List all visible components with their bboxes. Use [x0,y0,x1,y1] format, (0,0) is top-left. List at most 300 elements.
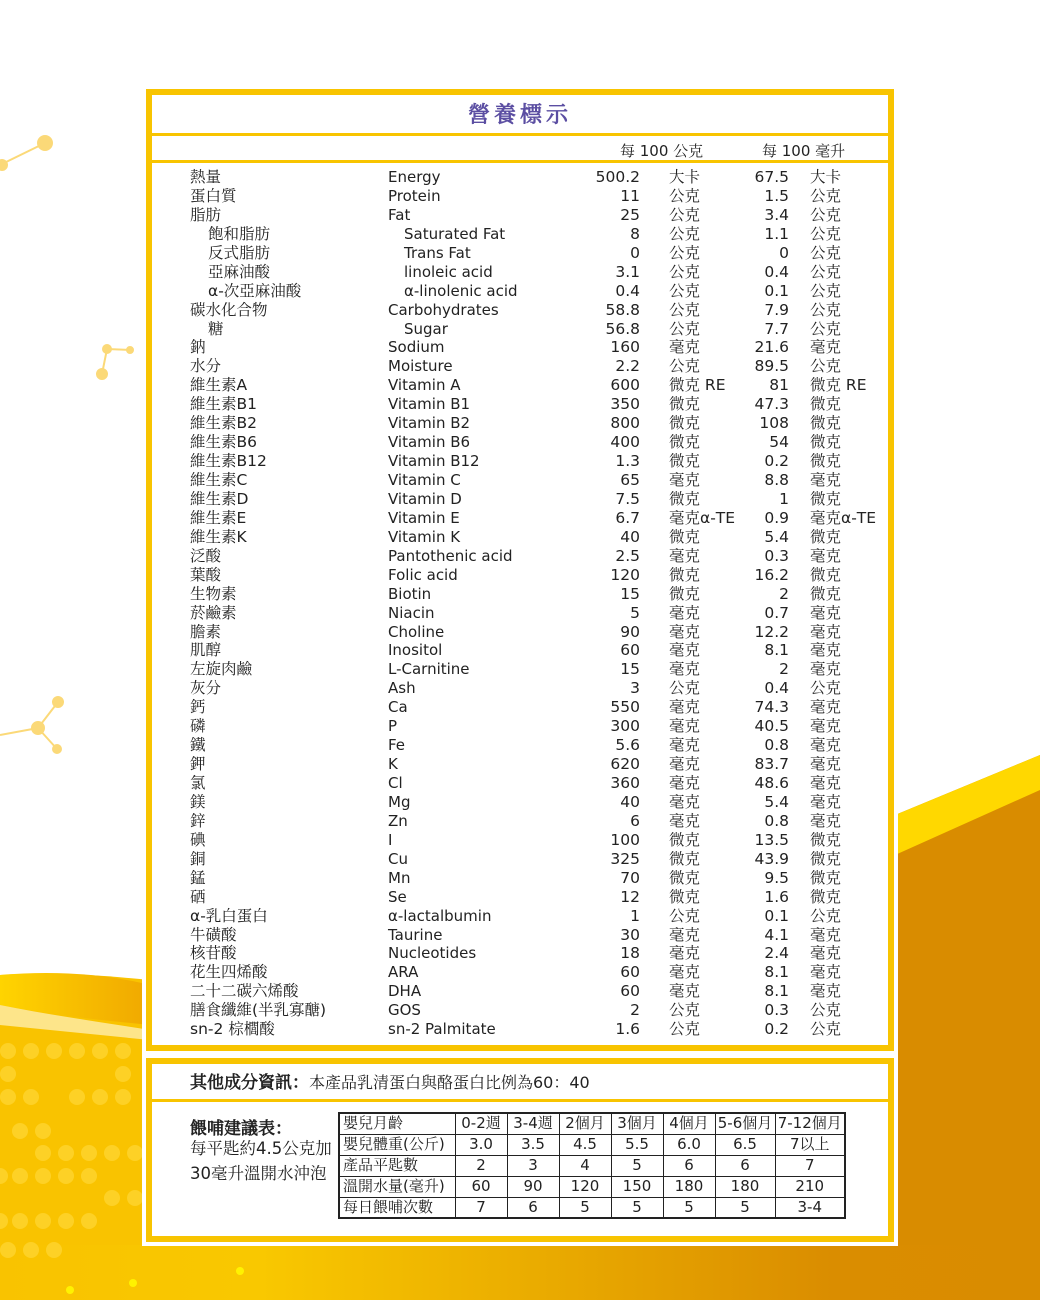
feeding-cell: 3-4 [775,1197,845,1218]
unit-per-100g: 毫克 [669,755,701,774]
value-per-100ml: 0.7 [764,603,789,622]
value-per-100ml: 0.2 [764,452,789,471]
value-per-100ml: 2 [779,584,789,603]
unit-per-100ml: 公克 [810,357,842,376]
nutrient-name-en: Saturated Fat [404,224,506,243]
value-per-100ml: 0.8 [764,736,789,755]
unit-per-100g: 公克 [669,679,701,698]
value-per-100g: 5.6 [615,736,640,755]
value-per-100ml: 8.1 [764,963,789,982]
unit-per-100ml: 公克 [810,1020,842,1039]
nutrient-name-zh: 碘 [190,830,206,849]
value-per-100g: 0 [630,243,640,262]
value-per-100g: 12 [620,887,640,906]
nutrient-name-zh: 泛酸 [190,546,222,565]
value-per-100ml: 0.2 [764,1020,789,1039]
nutrient-name-en: I [388,830,393,849]
nutrient-name-zh: 維生素B12 [190,452,267,471]
unit-per-100ml: 微克 [810,868,842,887]
column-header-per-100ml: 每 100 毫升 [762,142,846,160]
unit-per-100ml: 公克 [810,262,842,281]
nutrient-name-en: Vitamin B1 [388,395,471,414]
nutrient-row [152,301,888,320]
feeding-cell: 6.5 [715,1134,775,1155]
value-per-100g: 11 [620,186,640,205]
panel-title: 營養標示 [152,95,888,136]
value-per-100ml: 2 [779,660,789,679]
value-per-100g: 60 [620,963,640,982]
feeding-cell: 3個月 [611,1113,663,1134]
unit-per-100g: 微克 [669,849,701,868]
nutrient-row [152,641,888,660]
unit-per-100ml: 毫克 [810,622,842,641]
feeding-table-row [339,1176,845,1197]
feeding-row-header: 嬰兒體重(公斤) [339,1134,455,1155]
nutrient-row [152,547,888,566]
nutrient-row [152,1020,888,1039]
unit-per-100ml: 公克 [810,319,842,338]
nutrient-row [152,168,888,187]
nutrient-name-en: Cu [388,849,408,868]
value-per-100ml: 1 [779,489,789,508]
feeding-table [338,1112,846,1219]
unit-per-100g: 微克 [669,887,701,906]
nutrient-name-en: Sodium [388,338,445,357]
unit-per-100ml: 毫克 [810,546,842,565]
nutrient-row [152,869,888,888]
unit-per-100ml: 公克 [810,186,842,205]
nutrient-name-zh: 維生素B2 [190,414,257,433]
value-per-100ml: 5.4 [764,527,789,546]
unit-per-100ml: 公克 [810,205,842,224]
feeding-table-row [339,1134,845,1155]
value-per-100ml: 9.5 [764,868,789,887]
value-per-100ml: 2.4 [764,944,789,963]
feeding-row-header: 嬰兒月齡 [339,1113,455,1134]
nutrient-name-zh: 牛磺酸 [190,925,237,944]
unit-per-100ml: 毫克 [810,471,842,489]
value-per-100ml: 0.3 [764,1001,789,1020]
value-per-100g: 40 [620,527,640,546]
nutrient-row [152,717,888,736]
unit-per-100ml: 公克 [810,300,842,319]
nutrient-name-en: P [388,717,398,736]
feeding-cell: 4.5 [559,1134,611,1155]
value-per-100ml: 83.7 [754,755,789,774]
value-per-100g: 2 [630,1001,640,1020]
nutrient-name-en: Taurine [388,925,443,944]
unit-per-100ml: 微克 RE [810,376,867,395]
nutrient-row [152,338,888,357]
value-per-100g: 100 [610,830,640,849]
unit-per-100ml: 毫克 [810,982,842,1001]
nutrient-name-en: Sugar [404,319,448,338]
nutrient-name-zh: 葉酸 [190,565,222,584]
feeding-cell: 5-6個月 [715,1113,775,1134]
nutrient-row [152,566,888,585]
unit-per-100g: 公克 [669,262,701,281]
unit-per-100ml: 公克 [810,224,842,243]
value-per-100ml: 8.1 [764,982,789,1001]
unit-per-100ml: 公克 [810,906,842,925]
unit-per-100ml: 毫克 [810,338,842,357]
value-per-100ml: 7.9 [764,300,789,319]
feeding-cell: 5 [611,1155,663,1176]
nutrient-name-en: α-linolenic acid [404,281,518,300]
feeding-section [152,1102,888,1237]
value-per-100g: 1 [630,906,640,925]
nutrient-row [152,793,888,812]
nutrient-row [152,490,888,509]
feeding-table-row [339,1155,845,1176]
nutrient-name-en: Fat [388,205,411,224]
value-per-100g: 70 [620,868,640,887]
nutrient-row [152,585,888,604]
feeding-cell: 2個月 [559,1113,611,1134]
nutrient-name-en: Mg [388,792,411,811]
value-per-100ml: 48.6 [754,774,789,792]
nutrient-row [152,623,888,642]
value-per-100g: 30 [620,925,640,944]
value-per-100g: 550 [610,698,640,717]
feeding-table-row [339,1113,845,1134]
nutrient-name-en: Carbohydrates [388,300,499,319]
nutrient-name-en: Trans Fat [404,243,471,262]
unit-per-100g: 毫克 [669,925,701,944]
nutrient-row [152,812,888,831]
value-per-100g: 1.3 [615,452,640,471]
unit-per-100g: 毫克 [669,774,701,792]
value-per-100g: 60 [620,982,640,1001]
value-per-100g: 1.6 [615,1020,640,1039]
value-per-100ml: 4.1 [764,925,789,944]
unit-per-100ml: 毫克 [810,925,842,944]
nutrient-name-zh: 二十二碳六烯酸 [190,982,299,1001]
unit-per-100ml: 公克 [810,679,842,698]
unit-per-100g: 微克 [669,830,701,849]
unit-per-100g: 公克 [669,186,701,205]
value-per-100ml: 108 [759,414,789,433]
nutrient-row [152,357,888,376]
value-per-100ml: 40.5 [754,717,789,736]
unit-per-100ml: 微克 [810,830,842,849]
value-per-100g: 6 [630,811,640,830]
nutrient-name-zh: 維生素B1 [190,395,257,414]
value-per-100g: 3 [630,679,640,698]
nutrient-name-zh: 熱量 [190,168,222,186]
feeding-row-header: 每日餵哺次數 [339,1197,455,1218]
feeding-cell: 150 [611,1176,663,1197]
column-header-per-100g: 每 100 公克 [620,142,704,160]
value-per-100g: 120 [610,565,640,584]
nutrient-name-zh: 鋅 [190,811,206,830]
nutrient-name-zh: 膽素 [190,622,222,641]
value-per-100g: 8 [630,224,640,243]
value-per-100ml: 74.3 [754,698,789,717]
nutrient-name-zh: 反式脂肪 [208,243,271,262]
nutrient-name-zh: 核苷酸 [190,944,237,963]
unit-per-100ml: 毫克 [810,603,842,622]
nutrient-name-en: Se [388,887,407,906]
unit-per-100g: 微克 [669,414,701,433]
nutrient-name-en: Niacin [388,603,435,622]
unit-per-100g: 微克 [669,395,701,414]
feeding-info-panel [146,1058,894,1242]
nutrient-name-zh: α-乳白蛋白 [190,906,268,925]
value-per-100ml: 8.1 [764,641,789,660]
feeding-cell: 7 [455,1197,507,1218]
unit-per-100g: 毫克 [669,717,701,736]
unit-per-100g: 毫克 [669,546,701,565]
unit-per-100g: 公克 [669,319,701,338]
unit-per-100g: 公克 [669,1001,701,1020]
value-per-100ml: 54 [769,433,789,452]
nutrient-row [152,187,888,206]
column-header-row [152,136,888,163]
feeding-cell: 6.0 [663,1134,715,1155]
nutrient-name-en: Pantothenic acid [388,546,513,565]
value-per-100ml: 5.4 [764,792,789,811]
value-per-100ml: 1.5 [764,186,789,205]
other-info-label: 其他成分資訊： [190,1073,309,1093]
value-per-100g: 15 [620,584,640,603]
unit-per-100ml: 微克 [810,887,842,906]
nutrient-name-en: Ash [388,679,416,698]
unit-per-100ml: 微克 [810,849,842,868]
feeding-row-header: 產品平匙數 [339,1155,455,1176]
feeding-cell: 60 [455,1176,507,1197]
unit-per-100g: 微克 [669,868,701,887]
value-per-100g: 7.5 [615,489,640,508]
unit-per-100ml: 微克 [810,565,842,584]
value-per-100ml: 21.6 [754,338,789,357]
value-per-100g: 2.5 [615,546,640,565]
unit-per-100g: 毫克 [669,338,701,357]
nutrient-row [152,244,888,263]
value-per-100ml: 0.1 [764,281,789,300]
nutrient-name-en: Moisture [388,357,453,376]
nutrient-row [152,963,888,982]
value-per-100g: 60 [620,641,640,660]
unit-per-100ml: 毫克 [810,641,842,660]
feeding-cell: 3.5 [507,1134,559,1155]
nutrient-name-zh: 糖 [208,319,224,338]
nutrient-name-en: Vitamin B2 [388,414,471,433]
nutrient-name-zh: 維生素A [190,376,248,395]
nutrient-name-en: Vitamin B6 [388,433,471,452]
value-per-100g: 600 [610,376,640,395]
nutrient-row [152,376,888,395]
nutrient-name-en: Choline [388,622,445,641]
value-per-100g: 56.8 [605,319,640,338]
unit-per-100g: 毫克 [669,471,701,489]
nutrient-name-zh: 錳 [190,868,206,887]
feeding-cell: 210 [775,1176,845,1197]
feeding-cell: 5 [715,1197,775,1218]
value-per-100ml: 16.2 [754,565,789,584]
unit-per-100g: 公克 [669,906,701,925]
nutrient-name-zh: 硒 [190,887,206,906]
unit-per-100g: 毫克 [669,660,701,679]
unit-per-100g: 微克 [669,584,701,603]
value-per-100g: 300 [610,717,640,736]
value-per-100g: 3.1 [615,262,640,281]
nutrient-name-zh: 維生素E [190,508,247,527]
feeding-title: 餵哺建議表： [190,1119,292,1139]
nutrient-name-zh: 鉀 [190,755,206,774]
unit-per-100g: 毫克 [669,603,701,622]
value-per-100ml: 0.8 [764,811,789,830]
value-per-100g: 5 [630,603,640,622]
unit-per-100g: 微克 [669,433,701,452]
nutrient-name-en: linoleic acid [404,262,493,281]
unit-per-100g: 毫克 [669,736,701,755]
nutrient-row [152,831,888,850]
unit-per-100g: 大卡 [669,168,701,186]
nutrient-name-zh: 灰分 [190,679,222,698]
value-per-100g: 65 [620,471,640,489]
unit-per-100ml: 微克 [810,584,842,603]
nutrient-name-zh: 亞麻油酸 [208,262,271,281]
nutrient-row [152,225,888,244]
nutrient-row [152,907,888,926]
other-ingredients-info [152,1064,888,1102]
nutrient-name-en: Zn [388,811,408,830]
nutrient-name-en: Vitamin E [388,508,460,527]
feeding-cell: 3 [507,1155,559,1176]
value-per-100g: 2.2 [615,357,640,376]
unit-per-100g: 毫克 [669,792,701,811]
unit-per-100ml: 毫克 [810,660,842,679]
unit-per-100ml: 微克 [810,414,842,433]
feeding-cell: 5 [663,1197,715,1218]
nutrient-row [152,528,888,547]
unit-per-100ml: 微克 [810,433,842,452]
nutrient-name-en: Ca [388,698,408,717]
feeding-cell: 5.5 [611,1134,663,1155]
value-per-100g: 500.2 [595,168,640,186]
other-info-text: 本產品乳清蛋白與酪蛋白比例為60：40 [309,1073,590,1092]
nutrient-row [152,660,888,679]
value-per-100g: 25 [620,205,640,224]
value-per-100ml: 3.4 [764,205,789,224]
unit-per-100ml: 毫克 [810,792,842,811]
value-per-100ml: 1.6 [764,887,789,906]
unit-per-100ml: 大卡 [810,168,842,186]
unit-per-100ml: 毫克 [810,755,842,774]
unit-per-100ml: 毫克 [810,736,842,755]
value-per-100g: 40 [620,792,640,811]
unit-per-100g: 微克 [669,527,701,546]
unit-per-100g: 微克 [669,452,701,471]
feeding-note: 每平匙約4.5公克加30毫升溫開水沖泡 [190,1139,332,1183]
nutrient-name-zh: 銅 [190,849,206,868]
feeding-cell: 120 [559,1176,611,1197]
nutrient-name-zh: 肌醇 [190,641,222,660]
nutrient-row [152,206,888,225]
unit-per-100g: 公克 [669,1020,701,1039]
nutrient-name-en: L-Carnitine [388,660,470,679]
nutrient-name-zh: α-次亞麻油酸 [208,281,302,300]
unit-per-100g: 毫克 [669,982,701,1001]
nutrient-row [152,679,888,698]
unit-per-100g: 微克 RE [669,376,726,395]
feeding-cell: 6 [507,1197,559,1218]
unit-per-100ml: 毫克 [810,811,842,830]
nutrient-row [152,1001,888,1020]
nutrient-row [152,395,888,414]
nutrient-name-zh: 維生素C [190,471,248,489]
nutrient-name-en: Fe [388,736,406,755]
nutrient-name-zh: 鎂 [190,792,206,811]
value-per-100g: 325 [610,849,640,868]
value-per-100g: 15 [620,660,640,679]
feeding-table-row [339,1197,845,1218]
value-per-100g: 18 [620,944,640,963]
nutrient-name-zh: 維生素K [190,527,247,546]
nutrient-name-zh: 蛋白質 [190,186,237,205]
nutrient-name-en: Cl [388,774,403,792]
unit-per-100g: 毫克α-TE [669,508,736,527]
unit-per-100g: 毫克 [669,963,701,982]
feeding-cell: 90 [507,1176,559,1197]
value-per-100g: 90 [620,622,640,641]
nutrient-name-zh: 鈉 [190,338,206,357]
nutrient-name-en: Energy [388,168,441,186]
nutrient-name-en: GOS [388,1001,421,1020]
value-per-100ml: 0.3 [764,546,789,565]
nutrient-name-zh: 維生素D [190,489,249,508]
value-per-100ml: 0 [779,243,789,262]
unit-per-100g: 公克 [669,300,701,319]
unit-per-100g: 毫克 [669,811,701,830]
nutrient-name-en: Protein [388,186,441,205]
nutrient-name-zh: 維生素B6 [190,433,257,452]
unit-per-100ml: 微克 [810,489,842,508]
unit-per-100ml: 微克 [810,452,842,471]
nutrient-name-en: sn-2 Palmitate [388,1020,496,1039]
nutrient-row [152,282,888,301]
feeding-cell: 4個月 [663,1113,715,1134]
value-per-100g: 360 [610,774,640,792]
feeding-row-header: 溫開水量(毫升) [339,1176,455,1197]
nutrient-name-en: DHA [388,982,422,1001]
nutrient-row [152,509,888,528]
value-per-100g: 58.8 [605,300,640,319]
unit-per-100ml: 毫克 [810,963,842,982]
nutrient-row [152,736,888,755]
nutrient-row [152,604,888,623]
value-per-100g: 350 [610,395,640,414]
value-per-100g: 160 [610,338,640,357]
value-per-100ml: 81 [769,376,789,395]
value-per-100ml: 0.9 [764,508,789,527]
unit-per-100g: 毫克 [669,698,701,717]
nutrient-row [152,414,888,433]
unit-per-100ml: 公克 [810,281,842,300]
value-per-100g: 800 [610,414,640,433]
nutrient-name-en: Vitamin A [388,376,461,395]
feeding-cell: 180 [715,1176,775,1197]
nutrient-row [152,944,888,963]
value-per-100g: 0.4 [615,281,640,300]
nutrient-name-zh: 左旋肉鹼 [190,660,253,679]
unit-per-100ml: 公克 [810,243,842,262]
unit-per-100g: 公克 [669,205,701,224]
nutrient-row [152,755,888,774]
nutrient-row [152,452,888,471]
nutrient-name-zh: 水分 [190,357,222,376]
